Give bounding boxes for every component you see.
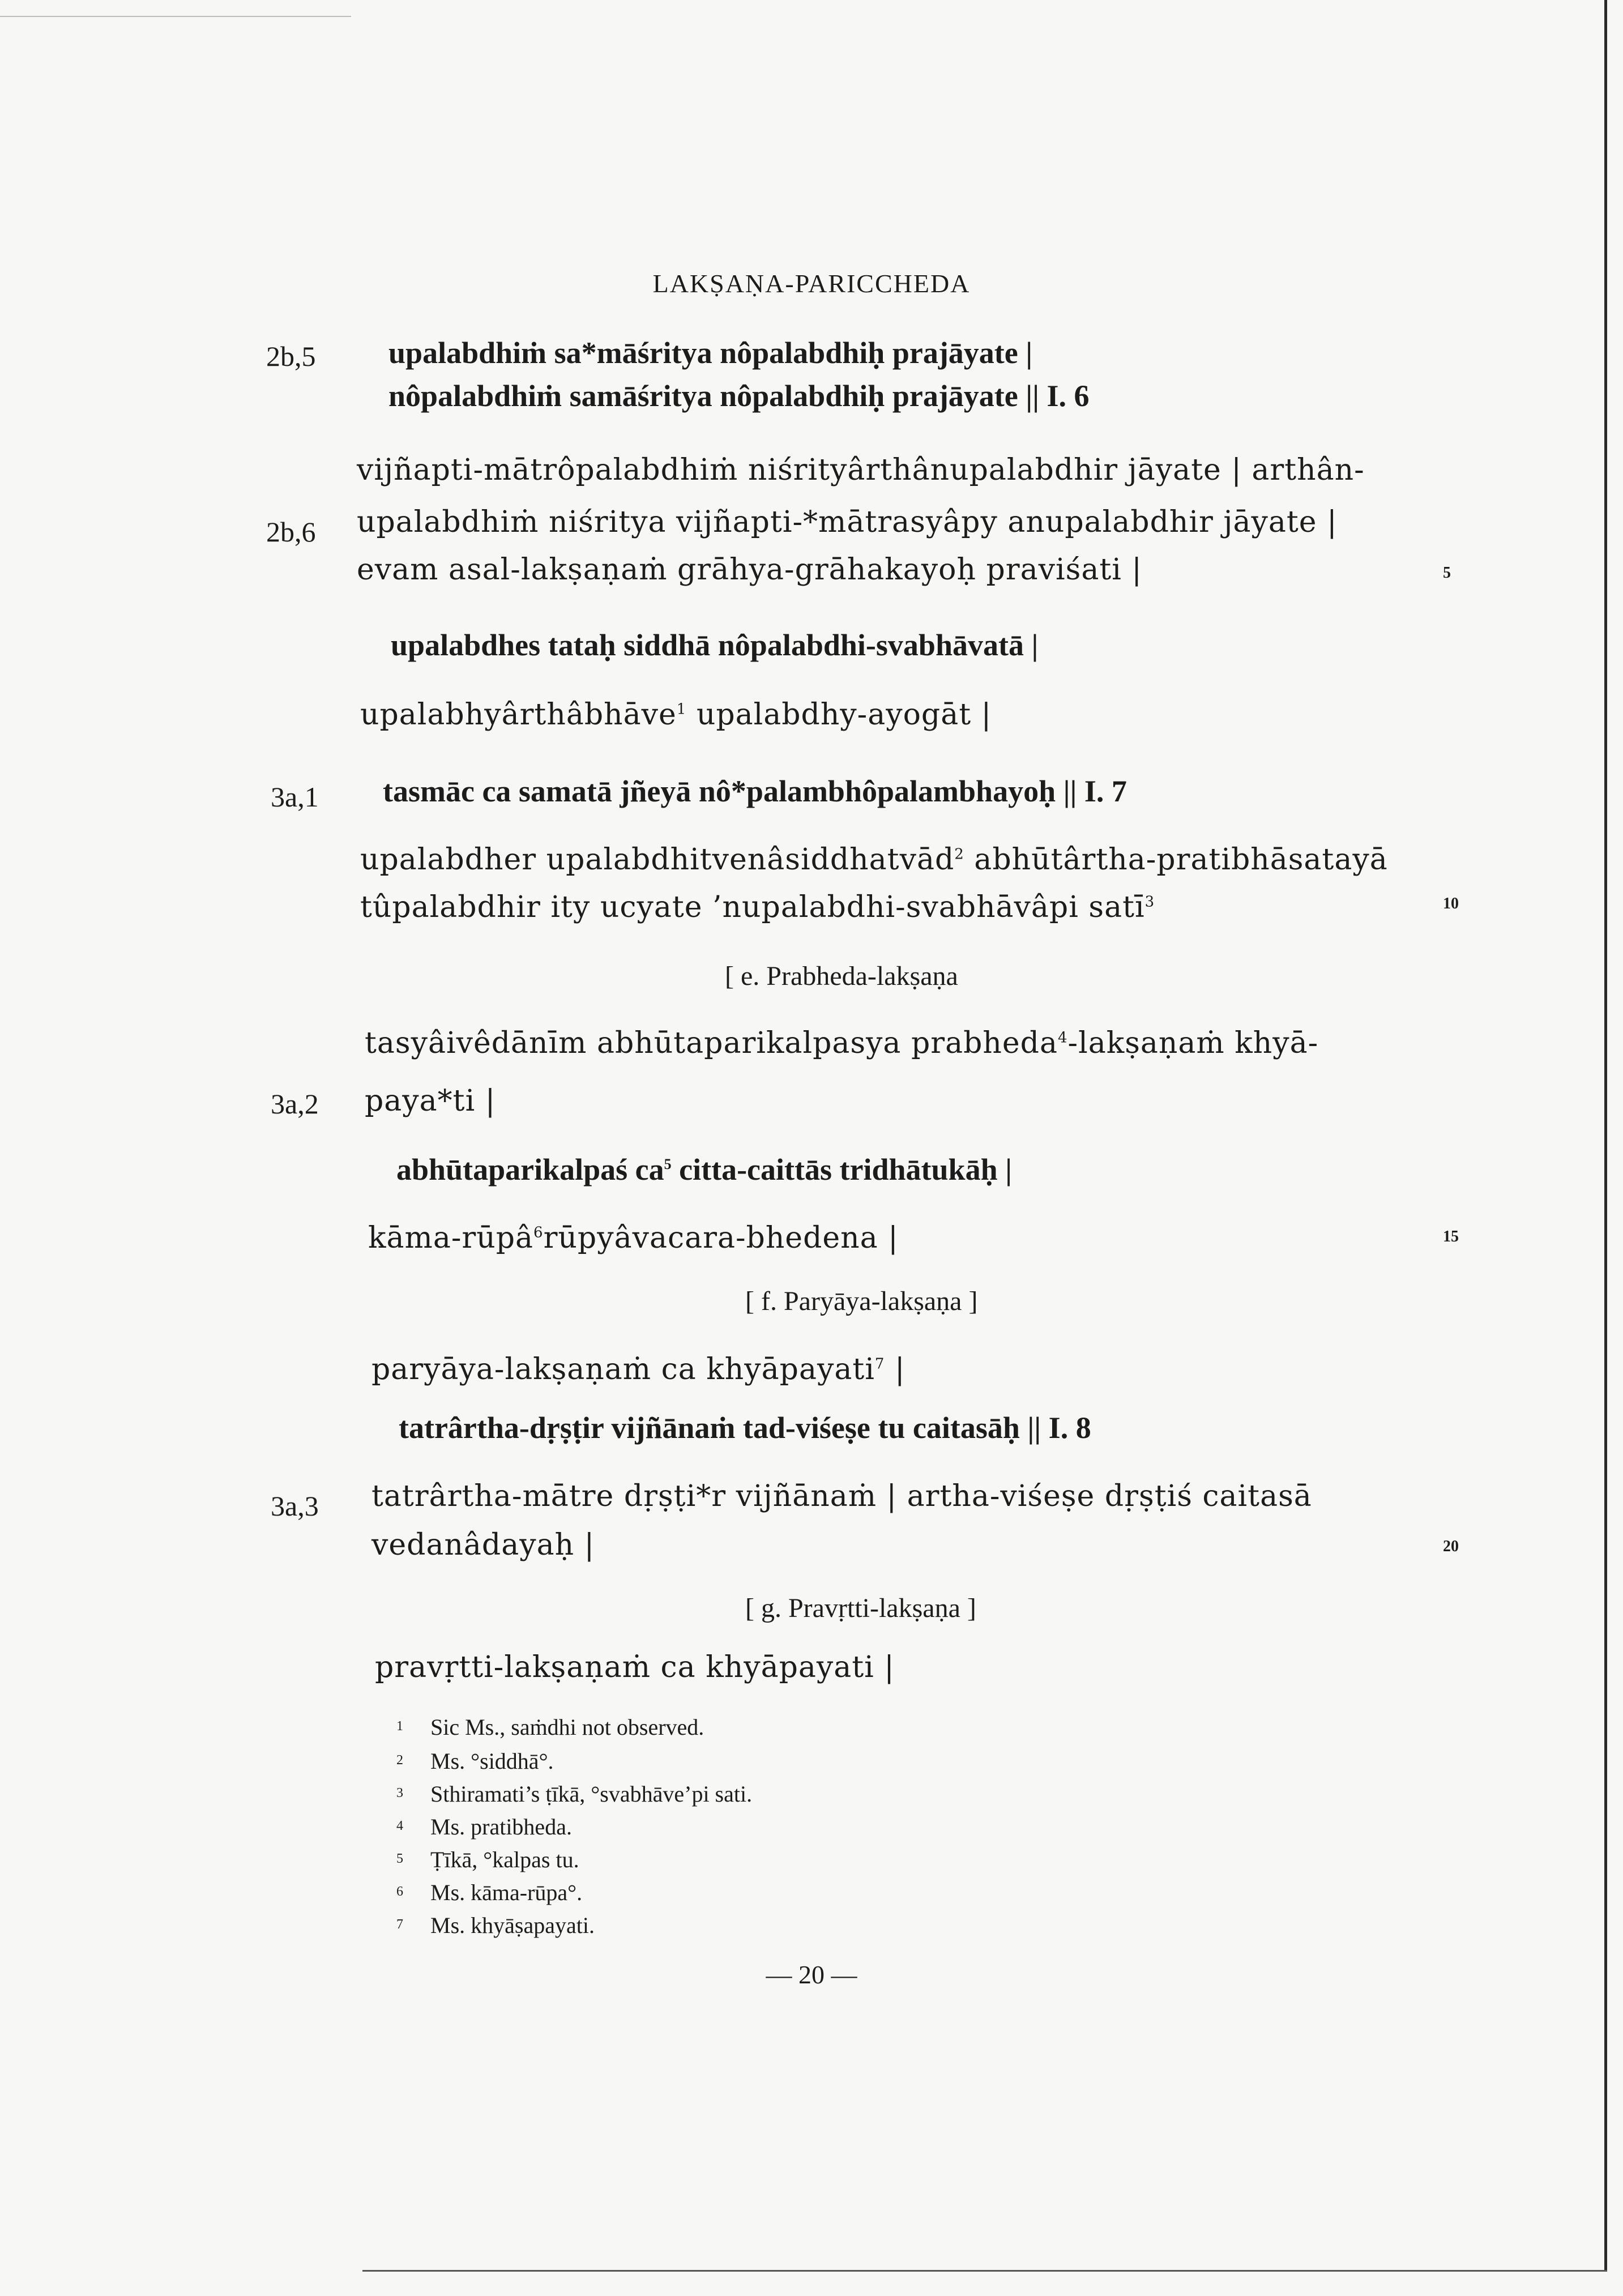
prose-line: tatrârtha-mātre dṛṣṭi*r vijñānaṁ | artha-viśeṣe dṛṣṭiś caitasā <box>371 1479 1312 1513</box>
prose-line: tasyâivêdānīm abhūtaparikalpasya prabheda$^4$-lakṣaṇaṁ khyā- <box>365 1026 1319 1060</box>
prose-line: paya*ti | <box>365 1084 496 1118</box>
footnote: 1 Sic Ms., saṁdhi not observed. <box>396 1714 704 1740</box>
prose-line: paryāya-lakṣaṇaṁ ca khyāpayati$^7$ | <box>371 1352 906 1386</box>
footnote-ref: 4 <box>1057 1029 1068 1047</box>
footnote-ref: 5 <box>664 1156 672 1172</box>
running-header: LAKṢAṆA-PARICCHEDA <box>652 269 971 298</box>
verse-line: tasmāc ca samatā jñeyā nô*palambhôpalambhayoḥ || I. 7 <box>383 774 1127 808</box>
footnote-ref: 3 <box>1144 893 1155 911</box>
prose-line: evam asal-lakṣaṇaṁ grāhya-grāhakayoḥ praviśati | <box>357 553 1142 587</box>
footnote: 3 Sthiramati’s ṭīkā, °svabhāve’pi sati. <box>396 1781 753 1807</box>
ms-ref-3a2: 3a,2 <box>271 1088 319 1120</box>
prose-line: tûpalabdhir ity ucyate ’nupalabdhi-svabhāvâpi satī$^3$ <box>360 890 1155 924</box>
ms-ref-2b6: 2b,6 <box>266 516 316 548</box>
footnote: 7 Ms. khyāṣapayati. <box>396 1913 595 1938</box>
section-heading-f: [ f. Paryāya-lakṣaṇa ] <box>745 1286 978 1316</box>
footnote: 4 Ms. pratibheda. <box>396 1814 572 1840</box>
prose-line: upalabdhiṁ niśritya vijñapti-*mātrasyâpy anupalabdhir jāyate | <box>357 505 1338 539</box>
prose-line: kāma-rūpâ$^6$rūpyâvacara-bhedena | <box>368 1221 899 1255</box>
footnote-ref: 6 <box>533 1224 544 1241</box>
line-number-20: 20 <box>1443 1538 1459 1555</box>
ms-ref-3a3: 3a,3 <box>271 1490 319 1522</box>
prose-line: pravṛtti-lakṣaṇaṁ ca khyāpayati | <box>375 1650 895 1684</box>
footnote: 6 Ms. kāma-rūpa°. <box>396 1880 583 1905</box>
prose-line: upalabhyârthâbhāve$^1$ upalabdhy-ayogāt | <box>360 698 992 732</box>
section-heading-g: [ g. Pravṛtti-lakṣaṇa ] <box>745 1593 976 1623</box>
line-number-15: 15 <box>1443 1228 1459 1245</box>
prose-line: upalabdher upalabdhitvenâsiddhatvād$^2$ abhūtârtha-pratibhāsatayā <box>360 843 1388 877</box>
footnote-ref: 7 <box>874 1355 885 1373</box>
verse-line: upalabdhes tataḥ siddhā nôpalabdhi-svabhāvatā | <box>391 628 1039 662</box>
prose-line: vijñapti-mātrôpalabdhiṁ niśrityârthânupalabdhir jāyate | arthân- <box>357 453 1365 487</box>
section-heading-e: [ e. Prabheda-lakṣaṇa <box>725 961 958 991</box>
prose-line: vedanâdayaḥ | <box>371 1528 595 1562</box>
verse-line: abhūtaparikalpaś $ca^5$ citta-caittās tridhātukāḥ | <box>396 1153 1012 1187</box>
footnote: 2 Ms. °siddhā°. <box>396 1748 554 1774</box>
page-number: — 20 — <box>766 1960 857 1989</box>
page-edge <box>1604 0 1607 2271</box>
line-number-5: 5 <box>1443 564 1451 582</box>
ms-ref-3a1: 3a,1 <box>271 781 319 813</box>
top-rule <box>0 16 351 17</box>
page-bottom-edge <box>362 2270 1607 2272</box>
footnote-ref: 2 <box>954 846 964 863</box>
footnote: 5 Ṭīkā, °kalpas tu. <box>396 1847 579 1872</box>
verse-line: upalabdhiṁ sa*māśritya nôpalabdhiḥ prajāyate | <box>388 336 1033 370</box>
verse-line: tatrârtha-dṛṣṭir vijñānaṁ tad-viśeṣe tu caitasāḥ || I. 8 <box>399 1411 1091 1445</box>
ms-ref-2b5: 2b,5 <box>266 340 316 372</box>
line-number-10: 10 <box>1443 895 1459 912</box>
verse-line: nôpalabdhiṁ samāśritya nôpalabdhiḥ prajāyate || I. 6 <box>388 379 1090 413</box>
footnote-ref: 1 <box>676 701 687 718</box>
